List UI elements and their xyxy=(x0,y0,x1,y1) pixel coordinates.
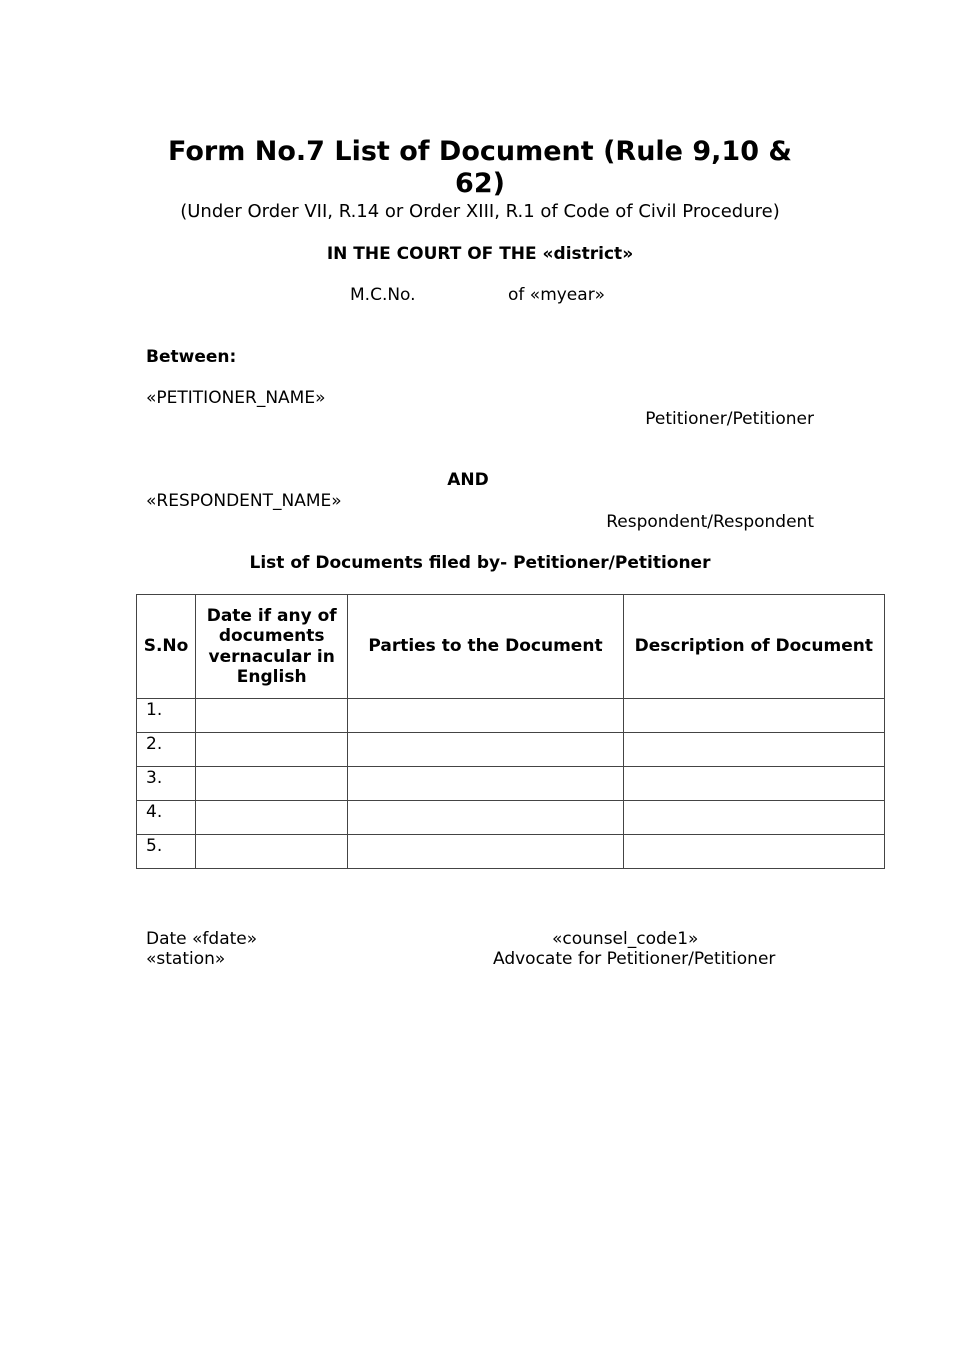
header-sno: S.No xyxy=(137,595,196,699)
advocate-label: Advocate for Petitioner/Petitioner xyxy=(493,949,776,969)
documents-table xyxy=(136,594,885,869)
cell-date xyxy=(196,801,348,835)
court-heading: IN THE COURT OF THE «district» xyxy=(326,244,634,264)
respondent-name: «RESPONDENT_NAME» xyxy=(146,491,342,511)
mc-number-label: M.C.No. xyxy=(350,285,416,305)
between-label: Between: xyxy=(146,347,237,367)
cell-description xyxy=(623,801,884,835)
cell-parties xyxy=(348,733,623,767)
cell-sno: 3. xyxy=(137,767,196,801)
form-title: Form No.7 List of Document (Rule 9,10 & 62) xyxy=(168,136,792,199)
form-subtitle: (Under Order VII, R.14 or Order XIII, R.1 of Code of Civil Procedure) xyxy=(180,201,780,222)
station-field: «station» xyxy=(146,949,226,969)
cell-date xyxy=(196,699,348,733)
cell-parties xyxy=(348,767,623,801)
cell-sno: 2. xyxy=(137,733,196,767)
and-label: AND xyxy=(447,470,489,490)
cell-description xyxy=(623,733,884,767)
cell-description xyxy=(623,767,884,801)
table-row xyxy=(137,835,885,869)
case-year: of «myear» xyxy=(508,285,606,305)
cell-sno: 4. xyxy=(137,801,196,835)
cell-sno: 5. xyxy=(137,835,196,869)
date-field: Date «fdate» xyxy=(146,929,258,949)
counsel-code: «counsel_code1» xyxy=(552,929,699,949)
petitioner-role: Petitioner/Petitioner xyxy=(645,409,814,429)
cell-parties xyxy=(348,835,623,869)
header-date: Date if any of documents vernacular in English xyxy=(196,595,348,699)
cell-sno: 1. xyxy=(137,699,196,733)
respondent-role: Respondent/Respondent xyxy=(606,512,814,532)
table-header-row xyxy=(137,595,885,699)
cell-parties xyxy=(348,699,623,733)
petitioner-name: «PETITIONER_NAME» xyxy=(146,388,326,408)
table-row xyxy=(137,699,885,733)
table-row xyxy=(137,767,885,801)
cell-parties xyxy=(348,801,623,835)
table-row xyxy=(137,801,885,835)
header-parties: Parties to the Document xyxy=(348,595,623,699)
cell-date xyxy=(196,733,348,767)
cell-description xyxy=(623,835,884,869)
header-description: Description of Document xyxy=(623,595,884,699)
cell-description xyxy=(623,699,884,733)
cell-date xyxy=(196,835,348,869)
list-title: List of Documents filed by- Petitioner/Petitioner xyxy=(249,553,711,573)
table-row xyxy=(137,733,885,767)
cell-date xyxy=(196,767,348,801)
